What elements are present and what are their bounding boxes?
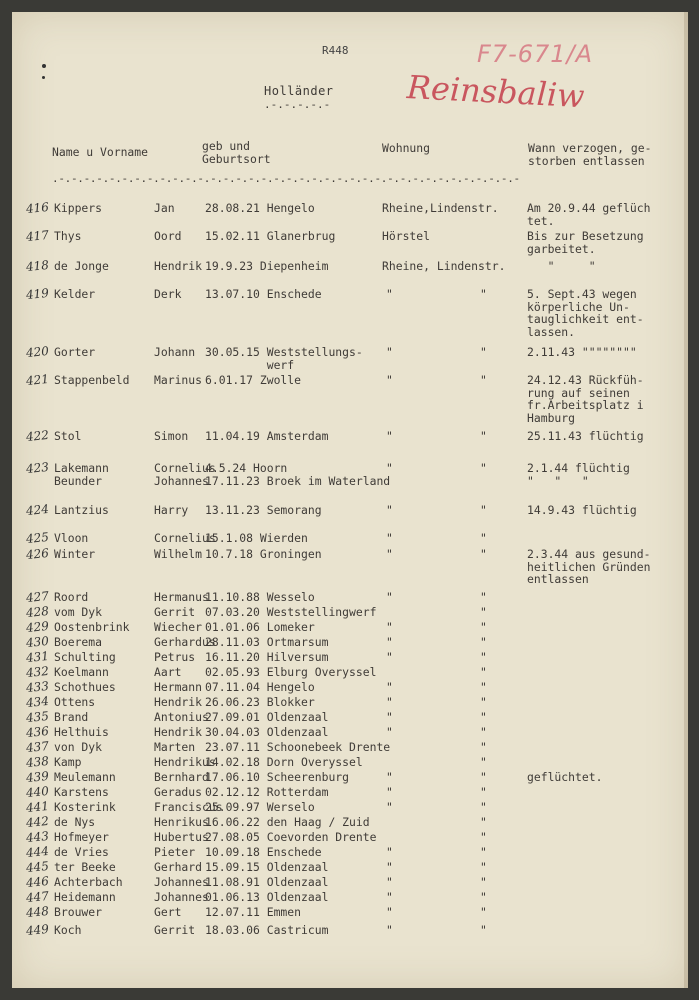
given-name: Gert [154, 905, 182, 919]
given-name: Hendrik [154, 725, 203, 739]
row-number: 426 [25, 545, 50, 563]
row-number: 440 [25, 783, 50, 801]
residence-ditto-1: " [386, 695, 393, 709]
birth-date-place: 6.01.17 Zwolle [205, 373, 302, 387]
residence-ditto-2: " [480, 680, 487, 694]
birth-date-place: 12.07.11 Emmen [205, 905, 302, 919]
birth-date-place: 10.7.18 Groningen [205, 547, 322, 561]
residence-ditto-1: " [386, 710, 393, 724]
residence-ditto-2: " [480, 429, 487, 443]
stamp-number: R448 [322, 44, 349, 57]
residence-ditto-1: " [386, 680, 393, 694]
surname: Koch [54, 923, 82, 937]
header-name: Name u Vorname [52, 145, 149, 159]
row-number: 448 [25, 903, 50, 921]
residence-ditto-1: " [386, 845, 393, 859]
residence-ditto-2: " [480, 650, 487, 664]
residence-ditto-2: " [480, 890, 487, 904]
birth-date-place: 15.1.08 Wierden [205, 531, 308, 545]
surname: Achterbach [54, 875, 123, 889]
given-name: Bernhard [154, 770, 209, 784]
row-number: 436 [25, 723, 50, 741]
residence-ditto-1: " [386, 725, 393, 739]
row-number: 437 [25, 738, 50, 756]
row-number: 441 [25, 798, 50, 816]
row-number: 442 [25, 813, 50, 831]
surname: Winter [54, 547, 96, 561]
birth-date-place: 23.07.11 Schoonebeek Drente [205, 740, 391, 754]
table-row [12, 723, 688, 741]
birth-date-place: 07.11.04 Hengelo [205, 680, 315, 694]
table-row [12, 199, 688, 228]
row-number: 423 [25, 459, 50, 477]
table-row [12, 678, 688, 696]
table-row [12, 633, 688, 651]
residence-ditto-2: " [480, 905, 487, 919]
residence-ditto-1: " [386, 905, 393, 919]
residence-ditto-1: " [386, 635, 393, 649]
surname: vom Dyk [54, 605, 103, 619]
table-row [12, 501, 688, 519]
birth-date-place: 02.05.93 Elburg Overyssel [205, 665, 377, 679]
residence-ditto-1: " [386, 461, 393, 475]
birth-date-place: 16.06.22 den Haag / Zuid [205, 815, 370, 829]
table-row [12, 798, 688, 816]
residence-ditto-2: " [480, 503, 487, 517]
remark: 2.11.43 """""""" [527, 345, 637, 359]
residence-ditto-2: " [480, 770, 487, 784]
birth-date-place: 01.06.13 Oldenzaal [205, 890, 329, 904]
remark: 5. Sept.43 wegen körperliche Un- tauglichkeit ent- lassen. [527, 287, 644, 339]
birth-date-place: 30.05.15 Weststellungs- werf [205, 345, 363, 372]
residence-ditto-1: " [386, 287, 393, 301]
birth-date-place: 11.10.88 Wesselo [205, 590, 315, 604]
birth-date-place: 27.08.05 Coevorden Drente [205, 830, 377, 844]
table-row [12, 285, 688, 339]
given-name: Derk [154, 287, 182, 301]
surname: Roord [54, 590, 89, 604]
handwritten-place: Reinsbaliw [406, 68, 586, 116]
header-born: geb und Geburtsort [202, 139, 271, 166]
surname: Helthuis [54, 725, 109, 739]
table-row [12, 843, 688, 861]
surname: von Dyk [54, 740, 103, 754]
birth-date-place: 28.11.03 Ortmarsum [205, 635, 329, 649]
given-name: Harry [154, 503, 189, 517]
surname: Kosterink [54, 800, 116, 814]
surname: Kelder [54, 287, 96, 301]
residence-ditto-2: " [480, 785, 487, 799]
handwritten-code: F7-671/A [477, 40, 594, 68]
row-number: 431 [25, 648, 50, 666]
given-name: Cornelius Johannes [154, 461, 216, 488]
given-name: Hermann [154, 680, 203, 694]
residence-ditto-1: " [386, 503, 393, 517]
given-name: Marinus [154, 373, 203, 387]
surname: Kamp [54, 755, 82, 769]
residence-ditto-1: " [386, 890, 393, 904]
surname: Lantzius [54, 503, 109, 517]
table-row [12, 738, 688, 756]
surname: Stol [54, 429, 82, 443]
residence-ditto-2: " [480, 830, 487, 844]
residence-ditto-2: " [480, 531, 487, 545]
residence-ditto-2: " [480, 665, 487, 679]
residence-ditto-1: Hörstel [382, 229, 431, 243]
remark: 14.9.43 flüchtig [527, 503, 637, 517]
row-number: 443 [25, 828, 50, 846]
surname: Brouwer [54, 905, 103, 919]
residence-ditto-1: " [386, 345, 393, 359]
residence-ditto-1: Rheine, Lindenstr. [382, 259, 506, 273]
punch-mark [42, 76, 45, 79]
surname: de Vries [54, 845, 109, 859]
row-number: 419 [25, 285, 50, 303]
remark: 24.12.43 Rückfüh- rung auf seinen fr.Arbeitsplatz i Hamburg [527, 373, 644, 425]
surname: Lakemann Beunder [54, 461, 109, 488]
birth-date-place: 30.04.03 Oldenzaal [205, 725, 329, 739]
given-name: Gerrit [154, 923, 196, 937]
residence-ditto-1: " [386, 531, 393, 545]
residence-ditto-2: " [480, 740, 487, 754]
header-residence: Wohnung [382, 141, 431, 155]
birth-date-place: 10.09.18 Enschede [205, 845, 322, 859]
table-row [12, 693, 688, 711]
residence-ditto-2: " [480, 695, 487, 709]
table-row [12, 618, 688, 636]
given-name: Johann [154, 345, 196, 359]
birth-date-place: 28.08.21 Hengelo [205, 201, 315, 215]
remark: " " [527, 259, 596, 273]
birth-date-place: 13.11.23 Semorang [205, 503, 322, 517]
residence-ditto-1: " [386, 590, 393, 604]
residence-ditto-2: " [480, 590, 487, 604]
row-number: 428 [25, 603, 50, 621]
given-name: Johannes [154, 875, 209, 889]
residence-ditto-2: " [480, 635, 487, 649]
table-row [12, 768, 688, 786]
row-number: 424 [25, 501, 50, 519]
residence-ditto-1: " [386, 800, 393, 814]
row-number: 433 [25, 678, 50, 696]
birth-date-place: 14.02.18 Dorn Overyssel [205, 755, 363, 769]
residence-ditto-2: " [480, 345, 487, 359]
row-number: 435 [25, 708, 50, 726]
birth-date-place: 19.9.23 Diepenheim [205, 259, 329, 273]
given-name: Oord [154, 229, 182, 243]
table-row [12, 459, 688, 488]
given-name: Marten [154, 740, 196, 754]
surname: Hofmeyer [54, 830, 109, 844]
row-number: 427 [25, 588, 50, 606]
given-name: Cornelius [154, 531, 216, 545]
residence-ditto-1: " [386, 785, 393, 799]
surname: Karstens [54, 785, 109, 799]
remark: Am 20.9.44 geflüch tet. [527, 201, 651, 228]
surname: Boerema [54, 635, 103, 649]
residence-ditto-1: " [386, 547, 393, 561]
given-name: Franciscus [154, 800, 223, 814]
residence-ditto-1: " [386, 875, 393, 889]
given-name: Petrus [154, 650, 196, 664]
table-row [12, 343, 688, 372]
given-name: Aart [154, 665, 182, 679]
table-row [12, 858, 688, 876]
surname: ter Beeke [54, 860, 116, 874]
residence-ditto-2: " [480, 461, 487, 475]
row-number: 421 [25, 371, 50, 389]
table-row [12, 529, 688, 547]
table-row [12, 648, 688, 666]
remark: 2.1.44 flüchtig " " " [527, 461, 630, 488]
row-number: 439 [25, 768, 50, 786]
birth-date-place: 25.09.97 Werselo [205, 800, 315, 814]
table-row [12, 903, 688, 921]
given-name: Pieter [154, 845, 196, 859]
given-name: Hendrikus [154, 755, 216, 769]
row-number: 432 [25, 663, 50, 681]
remark: 25.11.43 flüchtig [527, 429, 644, 443]
table-row [12, 708, 688, 726]
surname: Schothues [54, 680, 116, 694]
birth-date-place: 11.08.91 Oldenzaal [205, 875, 329, 889]
birth-date-place: 07.03.20 Weststellingwerf [205, 605, 377, 619]
row-number: 434 [25, 693, 50, 711]
table-row [12, 888, 688, 906]
given-name: Wilhelm [154, 547, 203, 561]
surname: Thys [54, 229, 82, 243]
surname: Oostenbrink [54, 620, 130, 634]
residence-ditto-1: " [386, 650, 393, 664]
residence-ditto-2: " [480, 373, 487, 387]
given-name: Wiecher [154, 620, 203, 634]
residence-ditto-2: " [480, 710, 487, 724]
given-name: Antonius [154, 710, 209, 724]
residence-ditto-2: " [480, 800, 487, 814]
residence-ditto-2: " [480, 875, 487, 889]
table-row [12, 828, 688, 846]
remark: 2.3.44 aus gesund- heitlichen Gründen entlassen [527, 547, 651, 586]
row-number: 444 [25, 843, 50, 861]
remark: Bis zur Besetzung garbeitet. [527, 229, 644, 256]
table-row [12, 753, 688, 771]
given-name: Henrikus [154, 815, 209, 829]
row-number: 438 [25, 753, 50, 771]
residence-ditto-1: " [386, 373, 393, 387]
table-row [12, 371, 688, 425]
residence-ditto-2: " [480, 725, 487, 739]
table-row [12, 813, 688, 831]
birth-date-place: 15.02.11 Glanerbrug [205, 229, 336, 243]
page-title: Holländer [264, 84, 334, 98]
table-row [12, 663, 688, 681]
residence-ditto-2: " [480, 620, 487, 634]
birth-date-place: 26.06.23 Blokker [205, 695, 315, 709]
residence-ditto-2: " [480, 287, 487, 301]
row-number: 445 [25, 858, 50, 876]
row-number: 422 [25, 427, 50, 445]
row-number: 418 [25, 257, 50, 275]
given-name: Gerhard [154, 860, 203, 874]
residence-ditto-2: " [480, 755, 487, 769]
surname: Stappenbeld [54, 373, 130, 387]
row-number: 420 [25, 343, 50, 361]
surname: Meulemann [54, 770, 116, 784]
birth-date-place: 02.12.12 Rotterdam [205, 785, 329, 799]
table-row [12, 921, 688, 939]
birth-date-place: 16.11.20 Hilversum [205, 650, 329, 664]
residence-ditto-1: " [386, 429, 393, 443]
surname: Brand [54, 710, 89, 724]
surname: Vloon [54, 531, 89, 545]
table-row [12, 873, 688, 891]
surname: de Jonge [54, 259, 109, 273]
residence-ditto-2: " [480, 860, 487, 874]
residence-ditto-1: Rheine,Lindenstr. [382, 201, 499, 215]
table-row [12, 545, 688, 586]
residence-ditto-1: " [386, 620, 393, 634]
residence-ditto-2: " [480, 547, 487, 561]
birth-date-place: 17.06.10 Scheerenburg [205, 770, 350, 784]
birth-date-place: 27.09.01 Oldenzaal [205, 710, 329, 724]
document-page [12, 12, 688, 988]
given-name: Hermanus [154, 590, 209, 604]
residence-ditto-2: " [480, 605, 487, 619]
surname: Schulting [54, 650, 116, 664]
table-row [12, 257, 688, 275]
title-underline: .-.-.-.-.- [264, 98, 331, 111]
given-name: Hendrik [154, 695, 203, 709]
given-name: Simon [154, 429, 189, 443]
row-number: 447 [25, 888, 50, 906]
residence-ditto-2: " [480, 845, 487, 859]
row-number: 446 [25, 873, 50, 891]
table-row [12, 603, 688, 621]
table-row [12, 227, 688, 256]
residence-ditto-1: " [386, 923, 393, 937]
row-number: 449 [25, 921, 50, 939]
birth-date-place: 15.09.15 Oldenzaal [205, 860, 329, 874]
surname: Kippers [54, 201, 103, 215]
birth-date-place: 18.03.06 Castricum [205, 923, 329, 937]
residence-ditto-2: " [480, 923, 487, 937]
surname: Koelmann [54, 665, 109, 679]
row-number: 416 [25, 199, 50, 217]
surname: de Nys [54, 815, 96, 829]
residence-ditto-1: " [386, 770, 393, 784]
birth-date-place: 11.04.19 Amsterdam [205, 429, 329, 443]
header-remarks: Wann verzogen, ge- storben entlassen [528, 141, 652, 168]
table-row [12, 783, 688, 801]
given-name: Hubertus [154, 830, 209, 844]
given-name: Hendrik [154, 259, 203, 273]
given-name: Johannes [154, 890, 209, 904]
given-name: Jan [154, 201, 175, 215]
residence-ditto-1: " [386, 860, 393, 874]
surname: Gorter [54, 345, 96, 359]
punch-mark [42, 64, 46, 68]
row-number: 429 [25, 618, 50, 636]
row-number: 417 [25, 227, 50, 245]
birth-date-place: 13.07.10 Enschede [205, 287, 322, 301]
birth-date-place: 4.5.24 Hoorn 17.11.23 Broek im Waterland [205, 461, 391, 488]
surname: Heidemann [54, 890, 116, 904]
remark: geflüchtet. [527, 770, 603, 784]
given-name: Gerhardus [154, 635, 216, 649]
header-separator: .-.-.-.-.-.-.-.-.-.-.-.-.-.-.-.-.-.-.-.-.-.-.-.-.-.-.-.-.-.-.-.-.-.-.-.-.- [52, 172, 520, 185]
row-number: 430 [25, 633, 50, 651]
surname: Ottens [54, 695, 96, 709]
given-name: Gerrit [154, 605, 196, 619]
residence-ditto-2: " [480, 815, 487, 829]
table-row [12, 427, 688, 445]
given-name: Geradus [154, 785, 203, 799]
birth-date-place: 01.01.06 Lomeker [205, 620, 315, 634]
table-row [12, 588, 688, 606]
row-number: 425 [25, 529, 50, 547]
